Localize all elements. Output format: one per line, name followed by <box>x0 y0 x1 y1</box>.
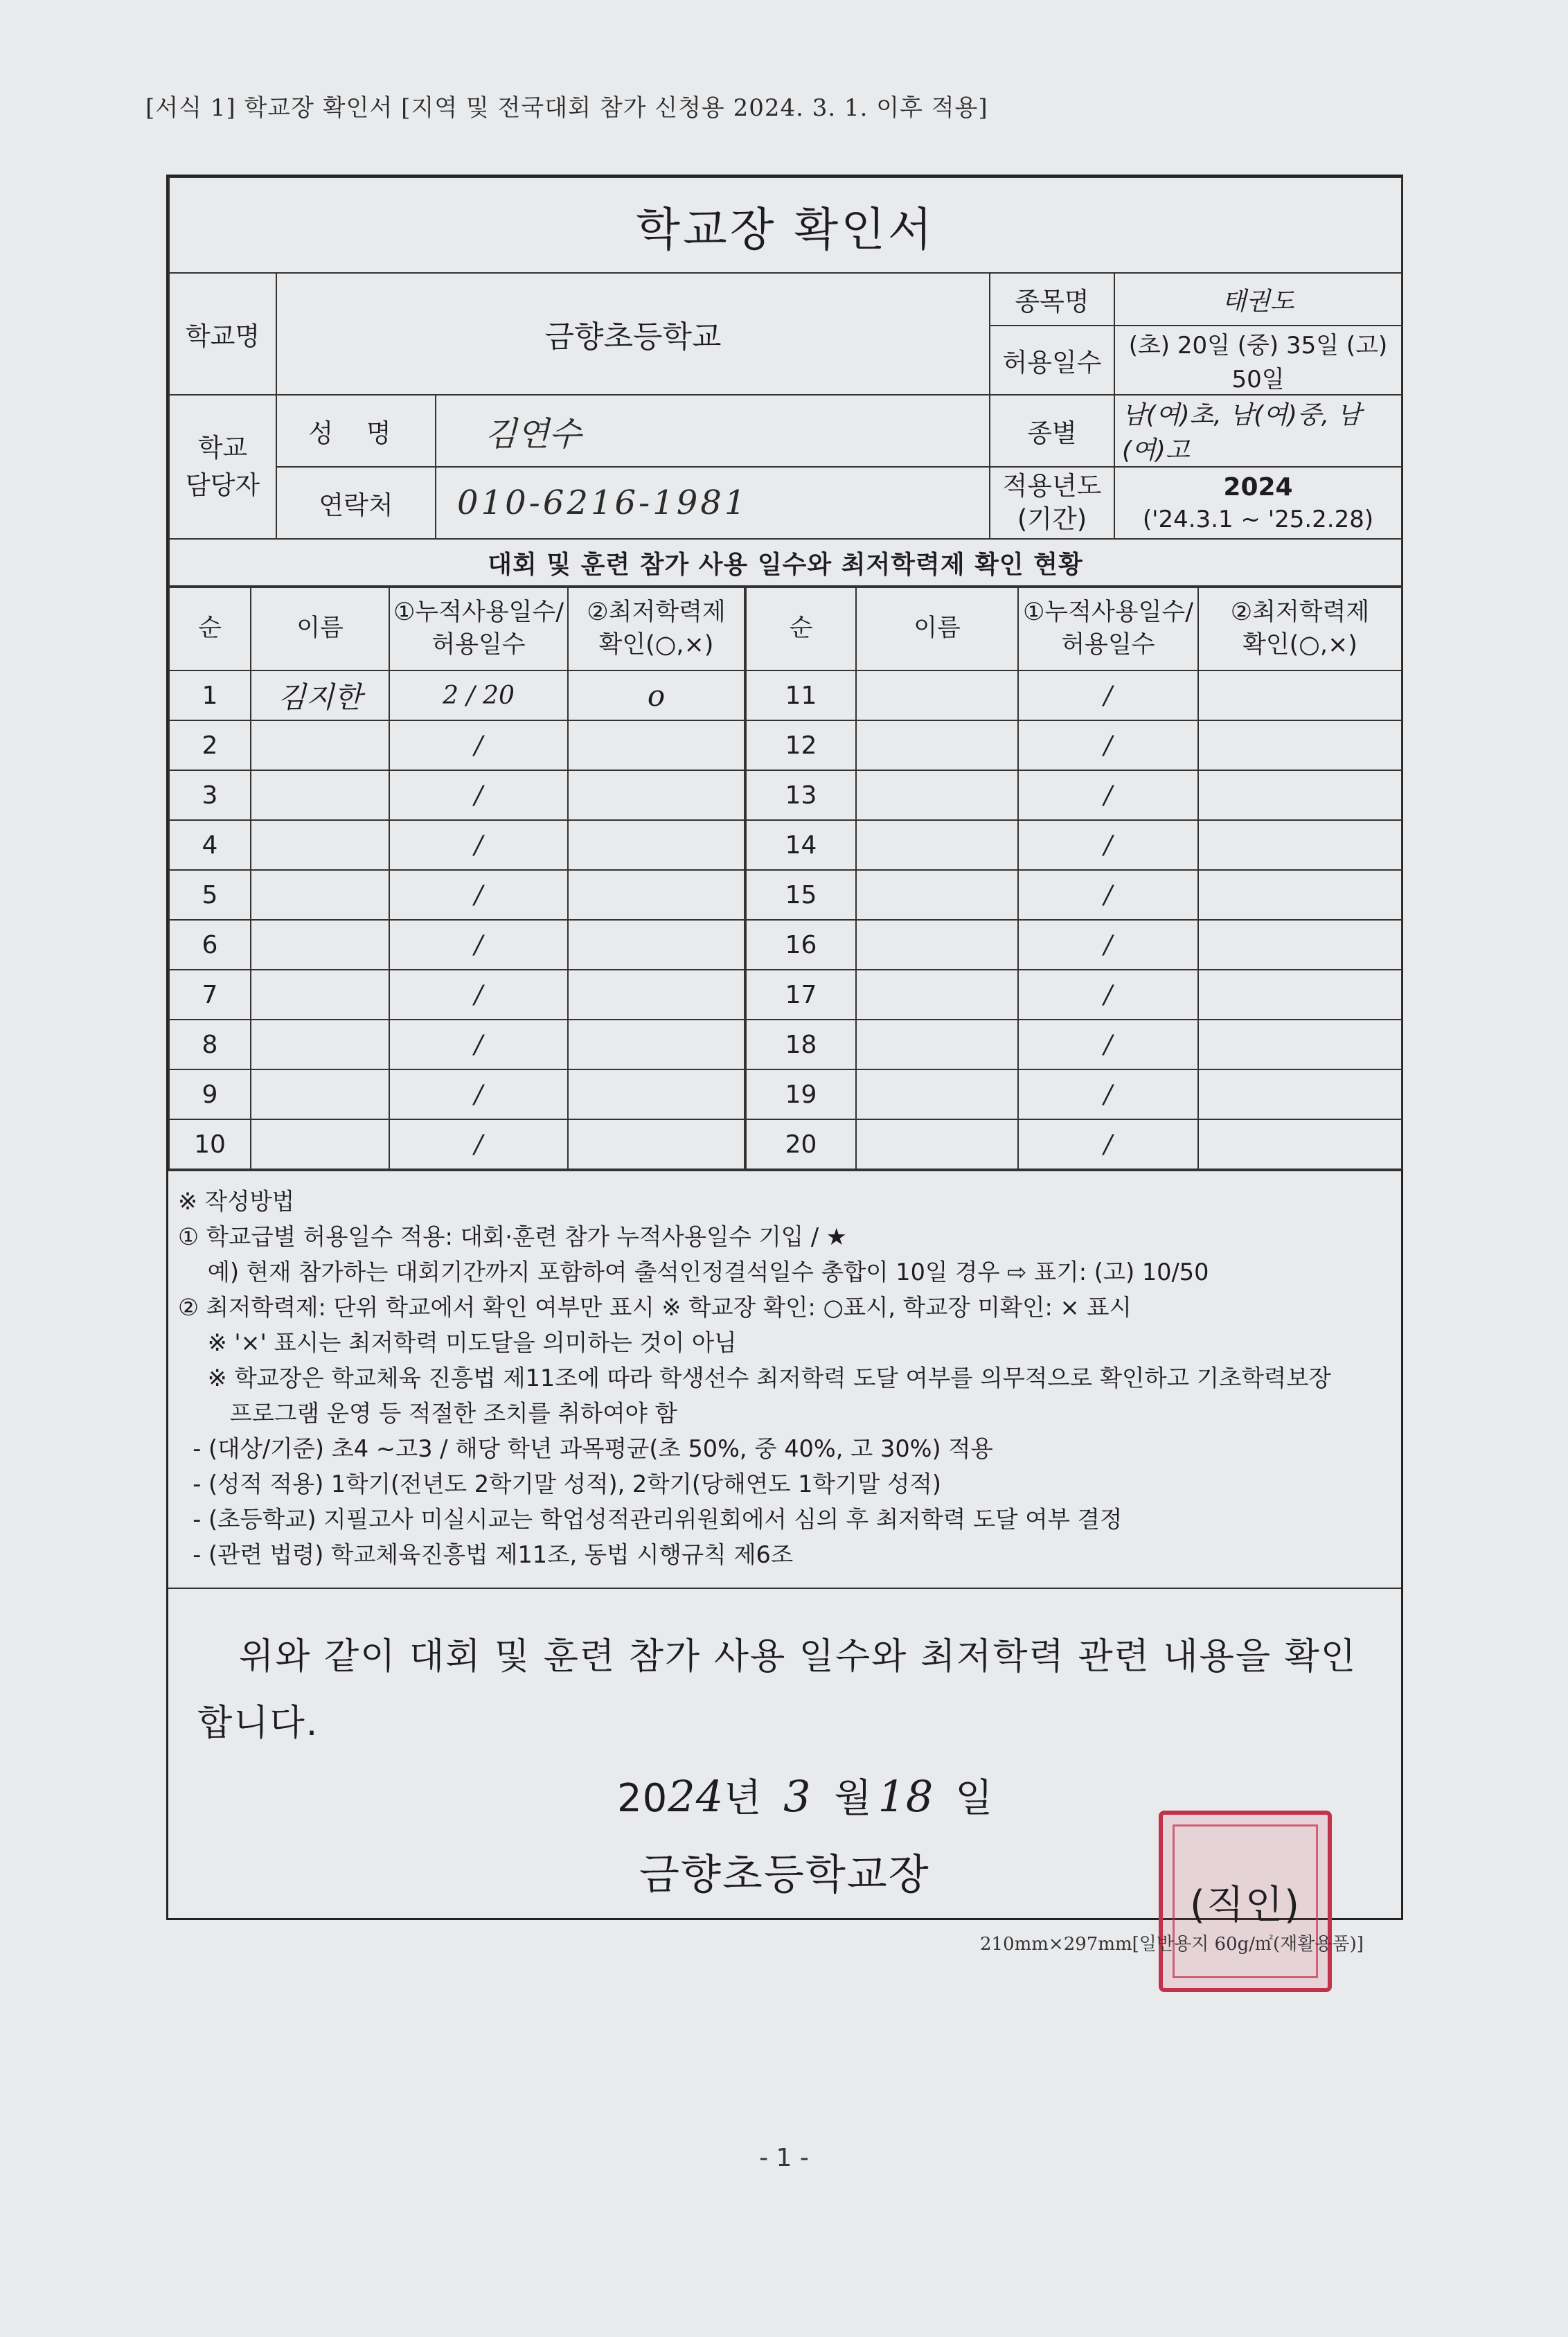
row-number: 18 <box>745 1020 856 1069</box>
instruction-line: ① 학교급별 허용일수 적용: 대회·훈련 참가 누적사용일수 기입 / ★ <box>178 1223 847 1250</box>
header-table <box>168 177 1402 587</box>
cumulative-days: / <box>1018 870 1198 920</box>
date-day-unit: 일 <box>955 1776 994 1821</box>
gender-label: 종별 <box>990 395 1114 467</box>
contact-label: 연락처 <box>276 467 436 539</box>
academic-check <box>568 820 745 870</box>
cumulative-days: / <box>389 820 568 870</box>
academic-check <box>1198 1020 1402 1069</box>
athlete-name <box>856 820 1018 870</box>
academic-check <box>568 1020 745 1069</box>
confirmation-form <box>166 175 1403 1928</box>
col-name-left: 이름 <box>251 587 389 670</box>
table-row <box>169 920 1402 970</box>
table-row <box>169 870 1402 920</box>
academic-check <box>568 870 745 920</box>
academic-check <box>1198 720 1402 770</box>
col-check-left: ②최저학력제 확인(○,×) <box>568 587 745 670</box>
row-number: 4 <box>169 820 251 870</box>
table-row <box>169 820 1402 870</box>
academic-check <box>1198 1069 1402 1119</box>
col-name-right: 이름 <box>856 587 1018 670</box>
row-number: 1 <box>169 670 251 720</box>
instruction-line: - (초등학교) 지필고사 미실시교는 학업성적관리위원회에서 심의 후 최저학력 도달 여부 결정 <box>178 1506 1123 1533</box>
table-row <box>169 1069 1402 1119</box>
name-label: 성 명 <box>276 395 436 467</box>
cumulative-days: / <box>1018 1069 1198 1119</box>
academic-check <box>568 720 745 770</box>
academic-check <box>568 920 745 970</box>
confirmation-section <box>168 1588 1401 2337</box>
date-month-unit: 월 <box>834 1776 873 1821</box>
form-title: 학교장 확인서 <box>169 177 1402 273</box>
principal-title: 금향초등학교장 <box>639 1851 930 1899</box>
school-label: 학교명 <box>169 273 276 395</box>
instruction-line: - (관련 법령) 학교체육진흥법 제11조, 동법 시행규칙 제6조 <box>178 1541 794 1568</box>
col-days-left: ①누적사용일수/ 허용일수 <box>389 587 568 670</box>
date-month: 3 <box>783 1771 812 1822</box>
row-number: 5 <box>169 870 251 920</box>
academic-check: o <box>568 670 745 720</box>
athlete-name: 김지한 <box>251 670 389 720</box>
cumulative-days: / <box>389 1119 568 1169</box>
cumulative-days: / <box>1018 820 1198 870</box>
issue-date <box>617 1768 993 1823</box>
academic-check <box>568 970 745 1020</box>
row-number: 17 <box>745 970 856 1020</box>
col-days-right: ①누적사용일수/ 허용일수 <box>1018 587 1198 670</box>
academic-check <box>1198 920 1402 970</box>
instruction-line: ※ 학교장은 학교체육 진흥법 제11조에 따라 학생선수 최저학력 도달 여부를 의무적으로 확인하고 기초학력보장 <box>178 1365 1331 1392</box>
event-value: 태권도 <box>1114 273 1402 326</box>
cumulative-days: / <box>389 920 568 970</box>
academic-check <box>1198 870 1402 920</box>
row-number: 11 <box>745 670 856 720</box>
date-year-prefix: 20 <box>617 1776 668 1821</box>
manager-name: 김연수 <box>436 395 990 467</box>
seal-text: (직인) <box>1190 1883 1301 1928</box>
section-title: 대회 및 훈련 참가 사용 일수와 최저학력제 확인 현황 <box>169 539 1402 586</box>
athlete-name <box>856 720 1018 770</box>
col-check-right: ②최저학력제 확인(○,×) <box>1198 587 1402 670</box>
academic-check <box>1198 770 1402 820</box>
instructions <box>168 1170 1401 1588</box>
cumulative-days: / <box>1018 670 1198 720</box>
table-row <box>169 1119 1402 1169</box>
date-year-handwritten: 24 <box>668 1771 724 1822</box>
instruction-line: ※ 작성방법 <box>178 1188 295 1215</box>
athlete-name <box>856 970 1018 1020</box>
row-number: 13 <box>745 770 856 820</box>
cumulative-days: / <box>1018 1119 1198 1169</box>
academic-check <box>1198 670 1402 720</box>
athlete-name <box>856 670 1018 720</box>
col-no-left: 순 <box>169 587 251 670</box>
row-number: 14 <box>745 820 856 870</box>
event-label: 종목명 <box>990 273 1114 326</box>
row-number: 3 <box>169 770 251 820</box>
row-number: 2 <box>169 720 251 770</box>
cumulative-days: 2 / 20 <box>389 670 568 720</box>
table-row <box>169 970 1402 1020</box>
row-number: 20 <box>745 1119 856 1169</box>
cumulative-days: / <box>1018 1020 1198 1069</box>
academic-check <box>568 1119 745 1169</box>
athlete-name <box>251 970 389 1020</box>
cumulative-days: / <box>1018 970 1198 1020</box>
instruction-line: 프로그램 운영 등 적절한 조치를 취하여야 함 <box>178 1400 677 1427</box>
academic-check <box>1198 970 1402 1020</box>
row-number: 16 <box>745 920 856 970</box>
athlete-name <box>856 920 1018 970</box>
athlete-name <box>251 770 389 820</box>
confirmation-statement: 위와 같이 대회 및 훈련 참가 사용 일수와 최저학력 관련 내용을 확인합니다. <box>197 1636 1357 1744</box>
academic-check <box>1198 1119 1402 1169</box>
athlete-name <box>856 1020 1018 1069</box>
page-number: - 1 - <box>759 2144 809 2172</box>
table-row <box>169 670 1402 720</box>
row-number: 15 <box>745 870 856 920</box>
manager-label: 학교 담당자 <box>169 395 276 539</box>
cumulative-days: / <box>389 970 568 1020</box>
cumulative-days: / <box>1018 720 1198 770</box>
cumulative-days: / <box>389 720 568 770</box>
instruction-line: ② 최저학력제: 단위 학교에서 확인 여부만 표시 ※ 학교장 확인: ○표시, 학교장 미확인: × 표시 <box>178 1294 1132 1321</box>
form-reference-note: [서식 1] 학교장 확인서 [지역 및 전국대회 참가 신청용 2024. 3. 1. 이후 적용] <box>145 94 988 122</box>
year-period: ('24.3.1 ~ '25.2.28) <box>1142 505 1374 533</box>
cumulative-days: / <box>389 1020 568 1069</box>
allowed-days-value: (초) 20일 (중) 35일 (고) 50일 <box>1114 326 1402 395</box>
row-number: 10 <box>169 1119 251 1169</box>
athlete-name <box>856 870 1018 920</box>
cumulative-days: / <box>1018 770 1198 820</box>
school-name: 금향초등학교 <box>276 273 990 395</box>
table-row <box>169 1020 1402 1069</box>
table-row <box>169 720 1402 770</box>
row-number: 9 <box>169 1069 251 1119</box>
row-number: 8 <box>169 1020 251 1069</box>
academic-check <box>568 1069 745 1119</box>
athlete-name <box>856 1119 1018 1169</box>
date-year-unit: 년 <box>724 1776 763 1821</box>
athlete-name <box>251 870 389 920</box>
academic-check <box>1198 820 1402 870</box>
row-number: 7 <box>169 970 251 1020</box>
row-number: 19 <box>745 1069 856 1119</box>
academic-check <box>568 770 745 820</box>
cumulative-days: / <box>1018 920 1198 970</box>
athlete-name <box>251 820 389 870</box>
athlete-name <box>251 720 389 770</box>
date-day: 18 <box>877 1771 934 1822</box>
paper-spec: 210mm×297mm[일반용지 60g/㎡(재활용품)] <box>980 1934 1364 1955</box>
instruction-line: - (대상/기준) 초4 ~고3 / 해당 학년 과목평균(초 50%, 중 40%, 고 30%) 적용 <box>178 1435 993 1462</box>
athlete-name <box>251 920 389 970</box>
participation-table <box>168 587 1402 1170</box>
year-label: 적용년도 (기간) <box>990 467 1114 539</box>
official-seal <box>1159 1811 1332 1992</box>
athlete-name <box>251 1020 389 1069</box>
table-row <box>169 770 1402 820</box>
cumulative-days: / <box>389 870 568 920</box>
athlete-name <box>856 770 1018 820</box>
allowed-days-label: 허용일수 <box>990 326 1114 395</box>
gender-value: 남(여)초, 남(여)중, 남(여)고 <box>1114 395 1402 467</box>
instruction-line: 예) 현재 참가하는 대회기간까지 포함하여 출석인정결석일수 총합이 10일 경우 ⇨ 표기: (고) 10/50 <box>178 1259 1209 1286</box>
contact-value: 010-6216-1981 <box>436 467 990 539</box>
athlete-name <box>251 1119 389 1169</box>
instruction-line: ※ '×' 표시는 최저학력 미도달을 의미하는 것이 아님 <box>178 1329 737 1356</box>
year-value: 2024 <box>1223 472 1293 501</box>
instruction-line: - (성적 적용) 1학기(전년도 2학기말 성적), 2학기(당해연도 1학기말 성적) <box>178 1470 941 1498</box>
athlete-name <box>856 1069 1018 1119</box>
athlete-name <box>251 1069 389 1119</box>
cumulative-days: / <box>389 770 568 820</box>
row-number: 12 <box>745 720 856 770</box>
col-no-right: 순 <box>745 587 856 670</box>
row-number: 6 <box>169 920 251 970</box>
year-cell <box>1114 467 1402 539</box>
cumulative-days: / <box>389 1069 568 1119</box>
